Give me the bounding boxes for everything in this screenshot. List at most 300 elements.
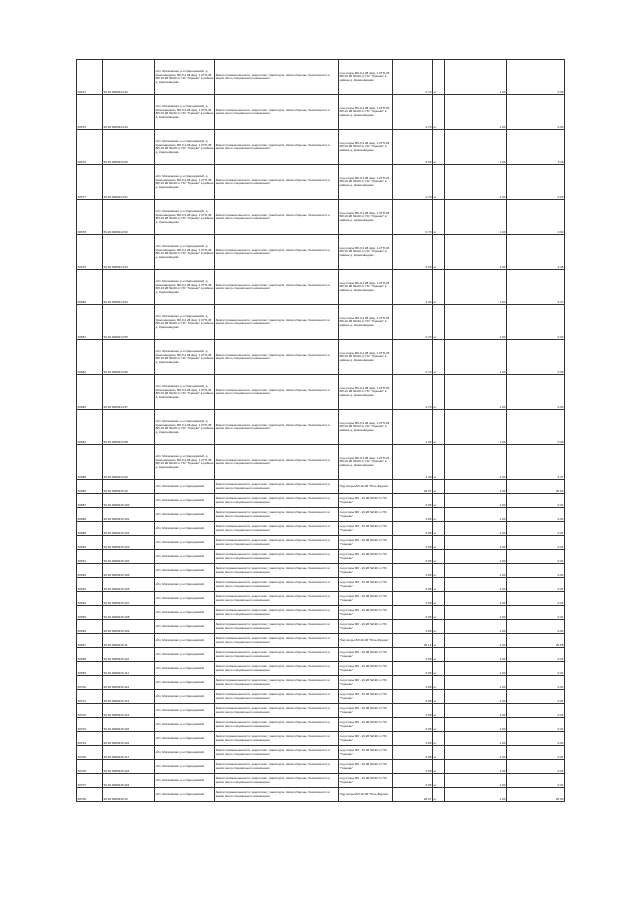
coefficient-value: 1.00 [445, 522, 507, 536]
land-plot-register-table [76, 59, 565, 802]
cadastral-number: 50:20:0080914:58 [103, 410, 155, 445]
area-unit: м [433, 235, 445, 270]
row-number: 60696 [77, 620, 103, 634]
plot-area: 0.05 [393, 494, 433, 508]
row-number: 60681 [77, 305, 103, 340]
coefficient-value: 1.00 [445, 130, 507, 165]
land-category: Земли промышленности, энергетики, транспорта, связи обороны, безопасности и земли иного специального назначения [215, 606, 339, 620]
land-category: Земли промышленности, энергетики, транспорта, связи обороны, безопасности и земли иного специального назначения [215, 718, 339, 732]
area-unit: м [433, 536, 445, 550]
cadastral-number: 50:20:0080915:118 [103, 760, 155, 774]
cadastral-number: 50:20:0080915:116 [103, 732, 155, 746]
coefficient-value: 1.00 [445, 788, 507, 802]
area-unit: м [433, 305, 445, 340]
coefficient-value: 1.00 [445, 536, 507, 550]
land-category: Земли промышленности, энергетики, транспорта, связи обороны, безопасности и земли иного специального назначения [215, 340, 339, 375]
plot-location: обл. Московская, р-н Одинцовский [155, 508, 215, 522]
land-category: Земли промышленности, энергетики, транспорта, связи обороны, безопасности и земли иного специального назначения [215, 522, 339, 536]
plot-feature: под опоры ВЛ - 10 кВ №110 от ПС "Горнево" [339, 606, 393, 620]
plot-area: 0.05 [393, 732, 433, 746]
cadastral-number: 50:20:0080915:12 [103, 788, 155, 802]
plot-feature: Под опоры ВЛ-10 кВ "Пять-Фрунзе" [339, 788, 393, 802]
plot-location: обл. Московская, р-н Одинцовский [155, 676, 215, 690]
plot-feature: под опоры ВЛ - 10 кВ №110 от ПС "Горнево" [339, 550, 393, 564]
row-number: 60682 [77, 340, 103, 375]
coefficient-value: 1.00 [445, 578, 507, 592]
plot-area: 1.00 [393, 410, 433, 445]
table-row [77, 718, 565, 732]
coefficient-value: 1.00 [445, 774, 507, 788]
table-row [77, 690, 565, 704]
table-row [77, 445, 565, 480]
plot-feature: под опоры ВЛ - 10 кВ №110 от ПС "Горнево" [339, 564, 393, 578]
plot-location: обл. Московская, р-н Одинцовский, д. Красновидово, ВЛ-0,4 кВ фид. 1 КТП-45 ВЛ-10 кВ №110 от ПС "Горнево" в районе д. Красновидово [155, 305, 215, 340]
table-row [77, 676, 565, 690]
row-number: 60694 [77, 592, 103, 606]
plot-location: обл. Московская, р-н Одинцовский [155, 578, 215, 592]
cadastral-number: 50:20:0080915:104 [103, 550, 155, 564]
area-unit: м [433, 676, 445, 690]
coefficient-value: 1.00 [445, 508, 507, 522]
cadastral-number: 50:20:0080914:54 [103, 270, 155, 305]
rate-value: 0.04 [507, 592, 565, 606]
plot-area: 0.05 [393, 774, 433, 788]
cadastral-number: 50:20:0080915:105 [103, 564, 155, 578]
rate-value: 0.04 [507, 690, 565, 704]
plot-area: 0.05 [393, 648, 433, 662]
coefficient-value: 1.00 [445, 200, 507, 235]
land-category: Земли промышленности, энергетики, транспорта, связи обороны, безопасности и земли иного специального назначения [215, 704, 339, 718]
coefficient-value: 1.00 [445, 480, 507, 494]
plot-feature: под опоры ВЛ - 10 кВ №110 от ПС "Горнево" [339, 592, 393, 606]
plot-feature: под опоры ВЛ - 10 кВ №110 от ПС "Горнево" [339, 662, 393, 676]
coefficient-value: 1.00 [445, 592, 507, 606]
plot-feature: под опоры ВЛ - 10 кВ №110 от ПС "Горнево" [339, 732, 393, 746]
table-row [77, 270, 565, 305]
cadastral-number: 50:20:0080915:11 [103, 634, 155, 648]
rate-value: 0.04 [507, 662, 565, 676]
coefficient-value: 1.00 [445, 375, 507, 410]
land-category: Земли промышленности, энергетики, транспорта, связи обороны, безопасности и земли иного специального назначения [215, 130, 339, 165]
plot-area: 0.70 [393, 95, 433, 130]
coefficient-value: 1.00 [445, 564, 507, 578]
rate-value: 0.04 [507, 578, 565, 592]
coefficient-value: 1.00 [445, 95, 507, 130]
rate-value: 3.18 [507, 235, 565, 270]
plot-feature: под опоры ВЛ-0,4 кВ фид. 1 КТП-45 ВЛ-10 кВ №110 от ПС "Горнево" в районе д. Красновидово [339, 340, 393, 375]
rate-value: 0.04 [507, 704, 565, 718]
plot-location: обл. Московская, р-н Одинцовский, д. Красновидово, ВЛ-0,4 кВ фид. 1 КТП-45 ВЛ-10 кВ №110 от ПС "Горнево" в районе д. Красновидово [155, 340, 215, 375]
rate-value: 0.63 [507, 340, 565, 375]
plot-location: обл. Московская, р-н Одинцовский [155, 662, 215, 676]
land-category: Земли промышленности, энергетики, транспорта, связи обороны, безопасности и земли иного специального назначения [215, 662, 339, 676]
table-row [77, 592, 565, 606]
table-row [77, 410, 565, 445]
row-number: 60693 [77, 578, 103, 592]
plot-feature: под опоры ВЛ - 10 кВ №110 от ПС "Горнево" [339, 774, 393, 788]
land-category: Земли промышленности, энергетики, транспорта, связи обороны, безопасности и земли иного специального назначения [215, 305, 339, 340]
rate-value: 0.04 [507, 550, 565, 564]
plot-feature: под опоры ВЛ-0,4 кВ фид. 1 КТП-45 ВЛ-10 кВ №110 от ПС "Горнево" в районе д. Красновидово [339, 130, 393, 165]
plot-feature: под опоры ВЛ-0,4 кВ фид. 1 КТП-45 ВЛ-10 кВ №110 от ПС "Горнево" в районе д. Красновидово [339, 235, 393, 270]
row-number: 60687 [77, 494, 103, 508]
table-row [77, 662, 565, 676]
plot-location: обл. Московская, р-н Одинцовский [155, 760, 215, 774]
area-unit: м [433, 564, 445, 578]
row-number: 60674 [77, 60, 103, 95]
cadastral-number: 50:20:0080915:101 [103, 508, 155, 522]
cadastral-number: 50:20:0080915:114 [103, 704, 155, 718]
plot-feature: под опоры ВЛ - 10 кВ №110 от ПС "Горнево" [339, 508, 393, 522]
plot-feature: под опоры ВЛ - 10 кВ №110 от ПС "Горнево" [339, 578, 393, 592]
plot-feature: под опоры ВЛ-0,4 кВ фид. 1 КТП-45 ВЛ-10 кВ №110 от ПС "Горнево" в районе д. Красновидово [339, 95, 393, 130]
plot-area: 0.70 [393, 305, 433, 340]
table-row [77, 200, 565, 235]
land-category: Земли промышленности, энергетики, транспорта, связи обороны, безопасности и земли иного специального назначения [215, 494, 339, 508]
plot-location: обл. Московская, р-н Одинцовский [155, 718, 215, 732]
plot-area: 0.05 [393, 522, 433, 536]
row-number: 60697 [77, 634, 103, 648]
plot-feature: под опоры ВЛ - 10 кВ №110 от ПС "Горнево" [339, 718, 393, 732]
plot-area: 0.05 [393, 746, 433, 760]
plot-area: 0.05 [393, 508, 433, 522]
area-unit: м [433, 788, 445, 802]
plot-area: 0.05 [393, 592, 433, 606]
rate-value: 0.63 [507, 60, 565, 95]
coefficient-value: 1.00 [445, 165, 507, 200]
rate-value: 0.04 [507, 494, 565, 508]
land-category: Земли промышленности, энергетики, транспорта, связи обороны, безопасности и земли иного специального назначения [215, 410, 339, 445]
cadastral-number: 50:20:0080915:117 [103, 746, 155, 760]
plot-location: обл. Московская, р-н Одинцовский [155, 732, 215, 746]
land-category: Земли промышленности, энергетики, транспорта, связи обороны, безопасности и земли иного специального назначения [215, 676, 339, 690]
plot-area: 5.00 [393, 130, 433, 165]
land-category: Земли промышленности, энергетики, транспорта, связи обороны, безопасности и земли иного специального назначения [215, 648, 339, 662]
rate-value: 25.63 [507, 788, 565, 802]
coefficient-value: 1.00 [445, 550, 507, 564]
area-unit: м [433, 375, 445, 410]
cadastral-number: 50:20:0080914:42 [103, 60, 155, 95]
plot-location: обл. Московская, р-н Одинцовский, д. Красновидово, ВЛ-0,4 кВ фид. 1 КТП-45 ВЛ-10 кВ №110 от ПС "Горнево" в районе д. Красновидово [155, 130, 215, 165]
row-number: 60686 [77, 480, 103, 494]
coefficient-value: 1.00 [445, 648, 507, 662]
rate-value: 0.63 [507, 375, 565, 410]
land-category: Земли промышленности, энергетики, транспорта, связи обороны, безопасности и земли иного специального назначения [215, 270, 339, 305]
area-unit: м [433, 165, 445, 200]
rate-value: 0.04 [507, 606, 565, 620]
plot-area: 0.05 [393, 550, 433, 564]
rate-value: 0.63 [507, 305, 565, 340]
coefficient-value: 1.00 [445, 410, 507, 445]
plot-location: обл. Московская, р-н Одинцовский [155, 634, 215, 648]
table-row [77, 130, 565, 165]
plot-location: обл. Московская, р-н Одинцовский [155, 592, 215, 606]
plot-feature: под опоры ВЛ-0,4 кВ фид. 1 КТП-45 ВЛ-10 кВ №110 от ПС "Горнево" в районе д. Красновидово [339, 410, 393, 445]
rate-value: 3.18 [507, 130, 565, 165]
rate-value: 0.63 [507, 165, 565, 200]
land-category: Земли промышленности, энергетики, транспорта, связи обороны, безопасности и земли иного специального назначения [215, 480, 339, 494]
plot-feature: под опоры ВЛ - 10 кВ №110 от ПС "Горнево" [339, 522, 393, 536]
area-unit: м [433, 60, 445, 95]
area-unit: м [433, 620, 445, 634]
cadastral-number: 50:20:0080914:60 [103, 445, 155, 480]
plot-location: обл. Московская, р-н Одинцовский [155, 648, 215, 662]
coefficient-value: 1.00 [445, 746, 507, 760]
plot-location: обл. Московская, р-н Одинцовский [155, 788, 215, 802]
rate-value: 0.04 [507, 760, 565, 774]
plot-location: обл. Московская, р-н Одинцовский [155, 690, 215, 704]
land-category: Земли промышленности, энергетики, транспорта, связи обороны, безопасности и земли иного специального назначения [215, 620, 339, 634]
cadastral-number: 50:20:0080915:100 [103, 494, 155, 508]
area-unit: м [433, 648, 445, 662]
plot-feature: под опоры ВЛ - 10 кВ №110 от ПС "Горнево" [339, 536, 393, 550]
land-category: Земли промышленности, энергетики, транспорта, связи обороны, безопасности и земли иного специального назначения [215, 445, 339, 480]
table-row [77, 508, 565, 522]
row-number: 60683 [77, 375, 103, 410]
rate-value: 0.04 [507, 648, 565, 662]
land-category: Земли промышленности, энергетики, транспорта, связи обороны, безопасности и земли иного специального назначения [215, 60, 339, 95]
land-category: Земли промышленности, энергетики, транспорта, связи обороны, безопасности и земли иного специального назначения [215, 536, 339, 550]
plot-area: 0.05 [393, 704, 433, 718]
cadastral-number: 50:20:0080915:108 [103, 606, 155, 620]
coefficient-value: 1.00 [445, 634, 507, 648]
plot-area: 30.07 [393, 788, 433, 802]
area-unit: м [433, 760, 445, 774]
plot-feature: под опоры ВЛ-0,4 кВ фид. 1 КТП-45 ВЛ-10 кВ №110 от ПС "Горнево" в районе д. Красновидово [339, 305, 393, 340]
area-unit: м [433, 410, 445, 445]
plot-area: 0.05 [393, 760, 433, 774]
plot-area: 0.05 [393, 690, 433, 704]
area-unit: м [433, 508, 445, 522]
land-category: Земли промышленности, энергетики, транспорта, связи обороны, безопасности и земли иного специального назначения [215, 200, 339, 235]
row-number: 60688 [77, 508, 103, 522]
plot-location: обл. Московская, р-н Одинцовский, д. Красновидово, ВЛ-0,4 кВ фид. 1 КТП-45 ВЛ-10 кВ №110 от ПС "Горнево" в районе д. Красновидово [155, 410, 215, 445]
plot-location: обл. Московская, р-н Одинцовский [155, 620, 215, 634]
cadastral-number: 50:20:0080915:102 [103, 522, 155, 536]
coefficient-value: 1.00 [445, 732, 507, 746]
cadastral-number: 50:20:0080914:43 [103, 95, 155, 130]
area-unit: м [433, 662, 445, 676]
coefficient-value: 1.00 [445, 305, 507, 340]
cadastral-number: 50:20:0080914:56 [103, 340, 155, 375]
plot-area: 0.05 [393, 718, 433, 732]
coefficient-value: 1.00 [445, 235, 507, 270]
coefficient-value: 1.00 [445, 445, 507, 480]
table-row [77, 60, 565, 95]
land-category: Земли промышленности, энергетики, транспорта, связи обороны, безопасности и земли иного специального назначения [215, 95, 339, 130]
coefficient-value: 1.00 [445, 620, 507, 634]
table-row [77, 564, 565, 578]
cadastral-number: 50:20:0080914:57 [103, 375, 155, 410]
area-unit: м [433, 746, 445, 760]
land-category: Земли промышленности, энергетики, транспорта, связи обороны, безопасности и земли иного специального назначения [215, 550, 339, 564]
rate-value: 6.37 [507, 445, 565, 480]
cadastral-number: 50:20:0080915:106 [103, 578, 155, 592]
coefficient-value: 1.00 [445, 718, 507, 732]
coefficient-value: 1.00 [445, 662, 507, 676]
plot-location: обл. Московская, р-н Одинцовский [155, 704, 215, 718]
plot-area: 0.05 [393, 578, 433, 592]
land-category: Земли промышленности, энергетики, транспорта, связи обороны, безопасности и земли иного специального назначения [215, 375, 339, 410]
rate-value: 0.63 [507, 410, 565, 445]
table-row [77, 578, 565, 592]
area-unit: м [433, 578, 445, 592]
cadastral-number: 50:20:0080915:103 [103, 536, 155, 550]
cadastral-number: 50:20:0080915:111 [103, 662, 155, 676]
table-row [77, 165, 565, 200]
plot-feature: Под опоры ВЛ-10 кВ "Пять-Фрунзе" [339, 480, 393, 494]
row-number: 60707 [77, 774, 103, 788]
plot-location: обл. Московская, р-н Одинцовский [155, 480, 215, 494]
plot-feature: под опоры ВЛ-0,4 кВ фид. 1 КТП-45 ВЛ-10 кВ №110 от ПС "Горнево" в районе д. Красновидово [339, 60, 393, 95]
plot-feature: под опоры ВЛ-0,4 кВ фид. 1 КТП-45 ВЛ-10 кВ №110 от ПС "Горнево" в районе д. Красновидово [339, 270, 393, 305]
plot-feature: под опоры ВЛ-0,4 кВ фид. 1 КТП-45 ВЛ-10 кВ №110 от ПС "Горнево" в районе д. Красновидово [339, 375, 393, 410]
plot-location: обл. Московская, р-н Одинцовский, д. Красновидово, ВЛ-0,4 кВ фид. 1 КТП-45 ВЛ-10 кВ №110 от ПС "Горнево" в районе д. Красновидово [155, 95, 215, 130]
plot-area: 0.05 [393, 606, 433, 620]
plot-feature: под опоры ВЛ - 10 кВ №110 от ПС "Горнево" [339, 494, 393, 508]
table-row [77, 550, 565, 564]
area-unit: м [433, 95, 445, 130]
plot-location: обл. Московская, р-н Одинцовский, д. Красновидово, ВЛ-0,4 кВ фид. 1 КТП-45 ВЛ-10 кВ №110 от ПС "Горнево" в районе д. Красновидово [155, 375, 215, 410]
cadastral-number: 50:20:0080914:51 [103, 165, 155, 200]
rate-value: 0.04 [507, 732, 565, 746]
cadastral-number: 50:20:0080915:107 [103, 592, 155, 606]
rate-value: 0.63 [507, 200, 565, 235]
cadastral-number: 50:20:0080914:55 [103, 305, 155, 340]
rate-value: 6.37 [507, 270, 565, 305]
table-row [77, 774, 565, 788]
row-number: 60699 [77, 662, 103, 676]
rate-value: 0.63 [507, 95, 565, 130]
plot-feature: под опоры ВЛ - 10 кВ №110 от ПС "Горнево" [339, 746, 393, 760]
plot-location: обл. Московская, р-н Одинцовский, д. Красновидово, ВЛ-0,4 кВ фид. 1 КТП-45 ВЛ-10 кВ №110 от ПС "Горнево" в районе д. Красновидово [155, 165, 215, 200]
row-number: 60684 [77, 410, 103, 445]
land-category: Земли промышленности, энергетики, транспорта, связи обороны, безопасности и земли иного специального назначения [215, 690, 339, 704]
row-number: 60685 [77, 445, 103, 480]
area-unit: м [433, 445, 445, 480]
row-number: 60703 [77, 718, 103, 732]
row-number: 60677 [77, 165, 103, 200]
plot-area: 5.00 [393, 235, 433, 270]
plot-location: обл. Московская, р-н Одинцовский [155, 494, 215, 508]
rate-value: 0.04 [507, 564, 565, 578]
row-number: 60701 [77, 690, 103, 704]
plot-location: обл. Московская, р-н Одинцовский [155, 746, 215, 760]
table-row [77, 634, 565, 648]
table-row [77, 305, 565, 340]
plot-location: обл. Московская, р-н Одинцовский, д. Красновидово, ВЛ-0,4 кВ фид. 1 КТП-45 ВЛ-10 кВ №110 от ПС "Горнево" в районе д. Красновидово [155, 200, 215, 235]
row-number: 60695 [77, 606, 103, 620]
cadastral-number: 50:20:0080914:50 [103, 130, 155, 165]
rate-value: 0.04 [507, 718, 565, 732]
rate-value: 0.04 [507, 620, 565, 634]
plot-area: 0.70 [393, 375, 433, 410]
coefficient-value: 1.00 [445, 494, 507, 508]
row-number: 60689 [77, 522, 103, 536]
cadastral-number: 50:20:0080915:119 [103, 774, 155, 788]
cadastral-number: 50:20:0080915:110 [103, 648, 155, 662]
plot-feature: под опоры ВЛ - 10 кВ №110 от ПС "Горнево" [339, 648, 393, 662]
plot-area: 30.07 [393, 480, 433, 494]
plot-location: обл. Московская, р-н Одинцовский, д. Красновидово, ВЛ-0,4 кВ фид. 1 КТП-45 ВЛ-10 кВ №110 от ПС "Горнево" в районе д. Красновидово [155, 60, 215, 95]
table-row [77, 235, 565, 270]
land-category: Земли промышленности, энергетики, транспорта, связи обороны, безопасности и земли иного специального назначения [215, 592, 339, 606]
area-unit: м [433, 606, 445, 620]
plot-area: 0.05 [393, 676, 433, 690]
row-number: 60691 [77, 550, 103, 564]
cadastral-number: 50:20:0080915:109 [103, 620, 155, 634]
table-row [77, 340, 565, 375]
table-row [77, 606, 565, 620]
plot-area: 4.40 [393, 445, 433, 480]
rate-value: 0.04 [507, 676, 565, 690]
plot-area: 4.40 [393, 270, 433, 305]
row-number: 60690 [77, 536, 103, 550]
area-unit: м [433, 718, 445, 732]
rate-value: 0.04 [507, 774, 565, 788]
row-number: 60700 [77, 676, 103, 690]
plot-location: обл. Московская, р-н Одинцовский, д. Красновидово, ВЛ-0,4 кВ фид. 1 КТП-45 ВЛ-10 кВ №110 от ПС "Горнево" в районе д. Красновидово [155, 270, 215, 305]
row-number: 60692 [77, 564, 103, 578]
plot-feature: Под опоры ВЛ-10 кВ "Пять-Фрунзе" [339, 634, 393, 648]
plot-location: обл. Московская, р-н Одинцовский [155, 606, 215, 620]
table-row [77, 95, 565, 130]
area-unit: м [433, 704, 445, 718]
plot-location: обл. Московская, р-н Одинцовский [155, 774, 215, 788]
coefficient-value: 1.00 [445, 606, 507, 620]
plot-feature: под опоры ВЛ-0,4 кВ фид. 1 КТП-45 ВЛ-10 кВ №110 от ПС "Горнево" в районе д. Красновидово [339, 445, 393, 480]
plot-feature: под опоры ВЛ - 10 кВ №110 от ПС "Горнево" [339, 690, 393, 704]
coefficient-value: 1.00 [445, 704, 507, 718]
land-category: Земли промышленности, энергетики, транспорта, связи обороны, безопасности и земли иного специального назначения [215, 564, 339, 578]
area-unit: м [433, 634, 445, 648]
row-number: 60676 [77, 130, 103, 165]
plot-area: 0.05 [393, 536, 433, 550]
plot-area: 0.70 [393, 340, 433, 375]
land-category: Земли промышленности, энергетики, транспорта, связи обороны, безопасности и земли иного специального назначения [215, 732, 339, 746]
rate-value: 0.04 [507, 508, 565, 522]
cadastral-number: 50:20:0080915:115 [103, 718, 155, 732]
plot-feature: под опоры ВЛ - 10 кВ №110 от ПС "Горнево" [339, 620, 393, 634]
plot-location: обл. Московская, р-н Одинцовский [155, 564, 215, 578]
row-number: 60706 [77, 760, 103, 774]
cadastral-number: 50:20:0080915:16 [103, 480, 155, 494]
row-number: 60675 [77, 95, 103, 130]
register-body [77, 60, 565, 802]
plot-location: обл. Московская, р-н Одинцовский, д. Красновидово, ВЛ-0,4 кВ фид. 1 КТП-45 ВЛ-10 кВ №110 от ПС "Горнево" в районе д. Красновидово [155, 235, 215, 270]
table-row [77, 375, 565, 410]
land-category: Земли промышленности, энергетики, транспорта, связи обороны, безопасности и земли иного специального назначения [215, 774, 339, 788]
plot-location: обл. Московская, р-н Одинцовский [155, 550, 215, 564]
plot-area: 30.14 [393, 634, 433, 648]
table-row [77, 746, 565, 760]
coefficient-value: 1.00 [445, 760, 507, 774]
rate-value: 25.63 [507, 480, 565, 494]
rate-value: 0.04 [507, 536, 565, 550]
plot-feature: под опоры ВЛ-0,4 кВ фид. 1 КТП-45 ВЛ-10 кВ №110 от ПС "Горнево" в районе д. Красновидово [339, 165, 393, 200]
rate-value: 0.04 [507, 746, 565, 760]
plot-area: 0.05 [393, 662, 433, 676]
row-number: 60708 [77, 788, 103, 802]
cadastral-number: 50:20:0080914:53 [103, 235, 155, 270]
table-row [77, 788, 565, 802]
row-number: 60678 [77, 200, 103, 235]
land-category: Земли промышленности, энергетики, транспорта, связи обороны, безопасности и земли иного специального назначения [215, 578, 339, 592]
rate-value: 0.04 [507, 522, 565, 536]
cadastral-number: 50:20:0080915:112 [103, 676, 155, 690]
rate-value: 25.68 [507, 634, 565, 648]
coefficient-value: 1.00 [445, 690, 507, 704]
